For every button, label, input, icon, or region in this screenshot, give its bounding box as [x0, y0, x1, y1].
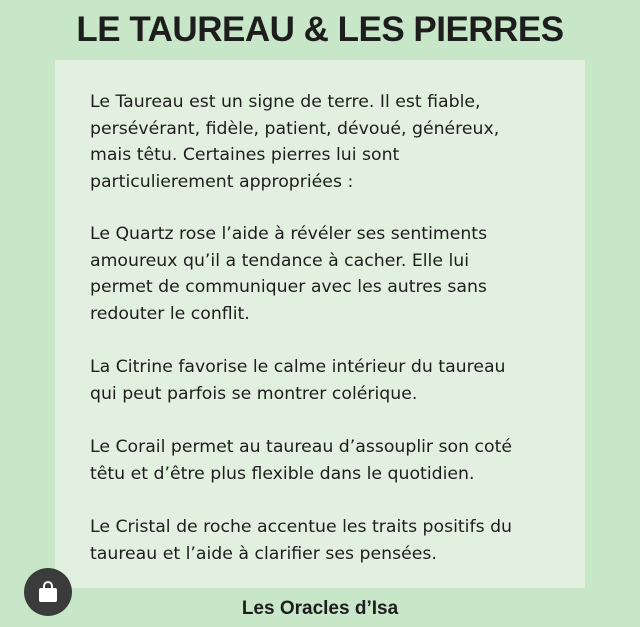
coral-paragraph	[90, 434, 580, 487]
paragraph-line: La Citrine favorise le calme intérieur du taureau	[90, 357, 506, 377]
page-title: LE TAUREAU & LES PIERRES	[76, 10, 564, 49]
rock-crystal-paragraph	[90, 514, 580, 567]
paragraph-line: Le Taureau est un signe de terre. Il est fiable,	[90, 92, 481, 112]
paragraph-line: Le Corail permet au taureau d’assouplir son coté	[90, 437, 513, 457]
citrine-paragraph	[90, 354, 580, 407]
paragraph-line: Le Cristal de roche accentue les traits positifs du	[90, 517, 512, 537]
paragraph-line: amoureux qu’il a tendance à cacher. Elle lui	[90, 250, 470, 271]
paragraph-line: têtu et d’être plus flexible dans le quotidien.	[90, 463, 475, 484]
paragraph-line: redouter le conflit.	[90, 304, 250, 325]
paragraph-line: persévérant, fidèle, patient, dévoué, généreux,	[90, 118, 500, 139]
paragraph-line: taureau et l’aide à clarifier ses pensées.	[90, 543, 437, 564]
footer-signature: Les Oracles d’Isa	[241, 598, 399, 619]
paragraph-line: particulierement appropriées :	[90, 172, 354, 193]
paragraph-line: qui peut parfois se montrer colérique.	[90, 383, 418, 404]
intro-paragraph	[90, 89, 580, 196]
rose-quartz-paragraph	[90, 221, 580, 328]
paragraph-line: permet de communiquer avec les autres sans	[90, 277, 487, 298]
paragraph-line: mais têtu. Certaines pierres lui sont	[90, 145, 400, 166]
paragraph-line: Le Quartz rose l’aide à révéler ses sentiments	[90, 224, 488, 244]
